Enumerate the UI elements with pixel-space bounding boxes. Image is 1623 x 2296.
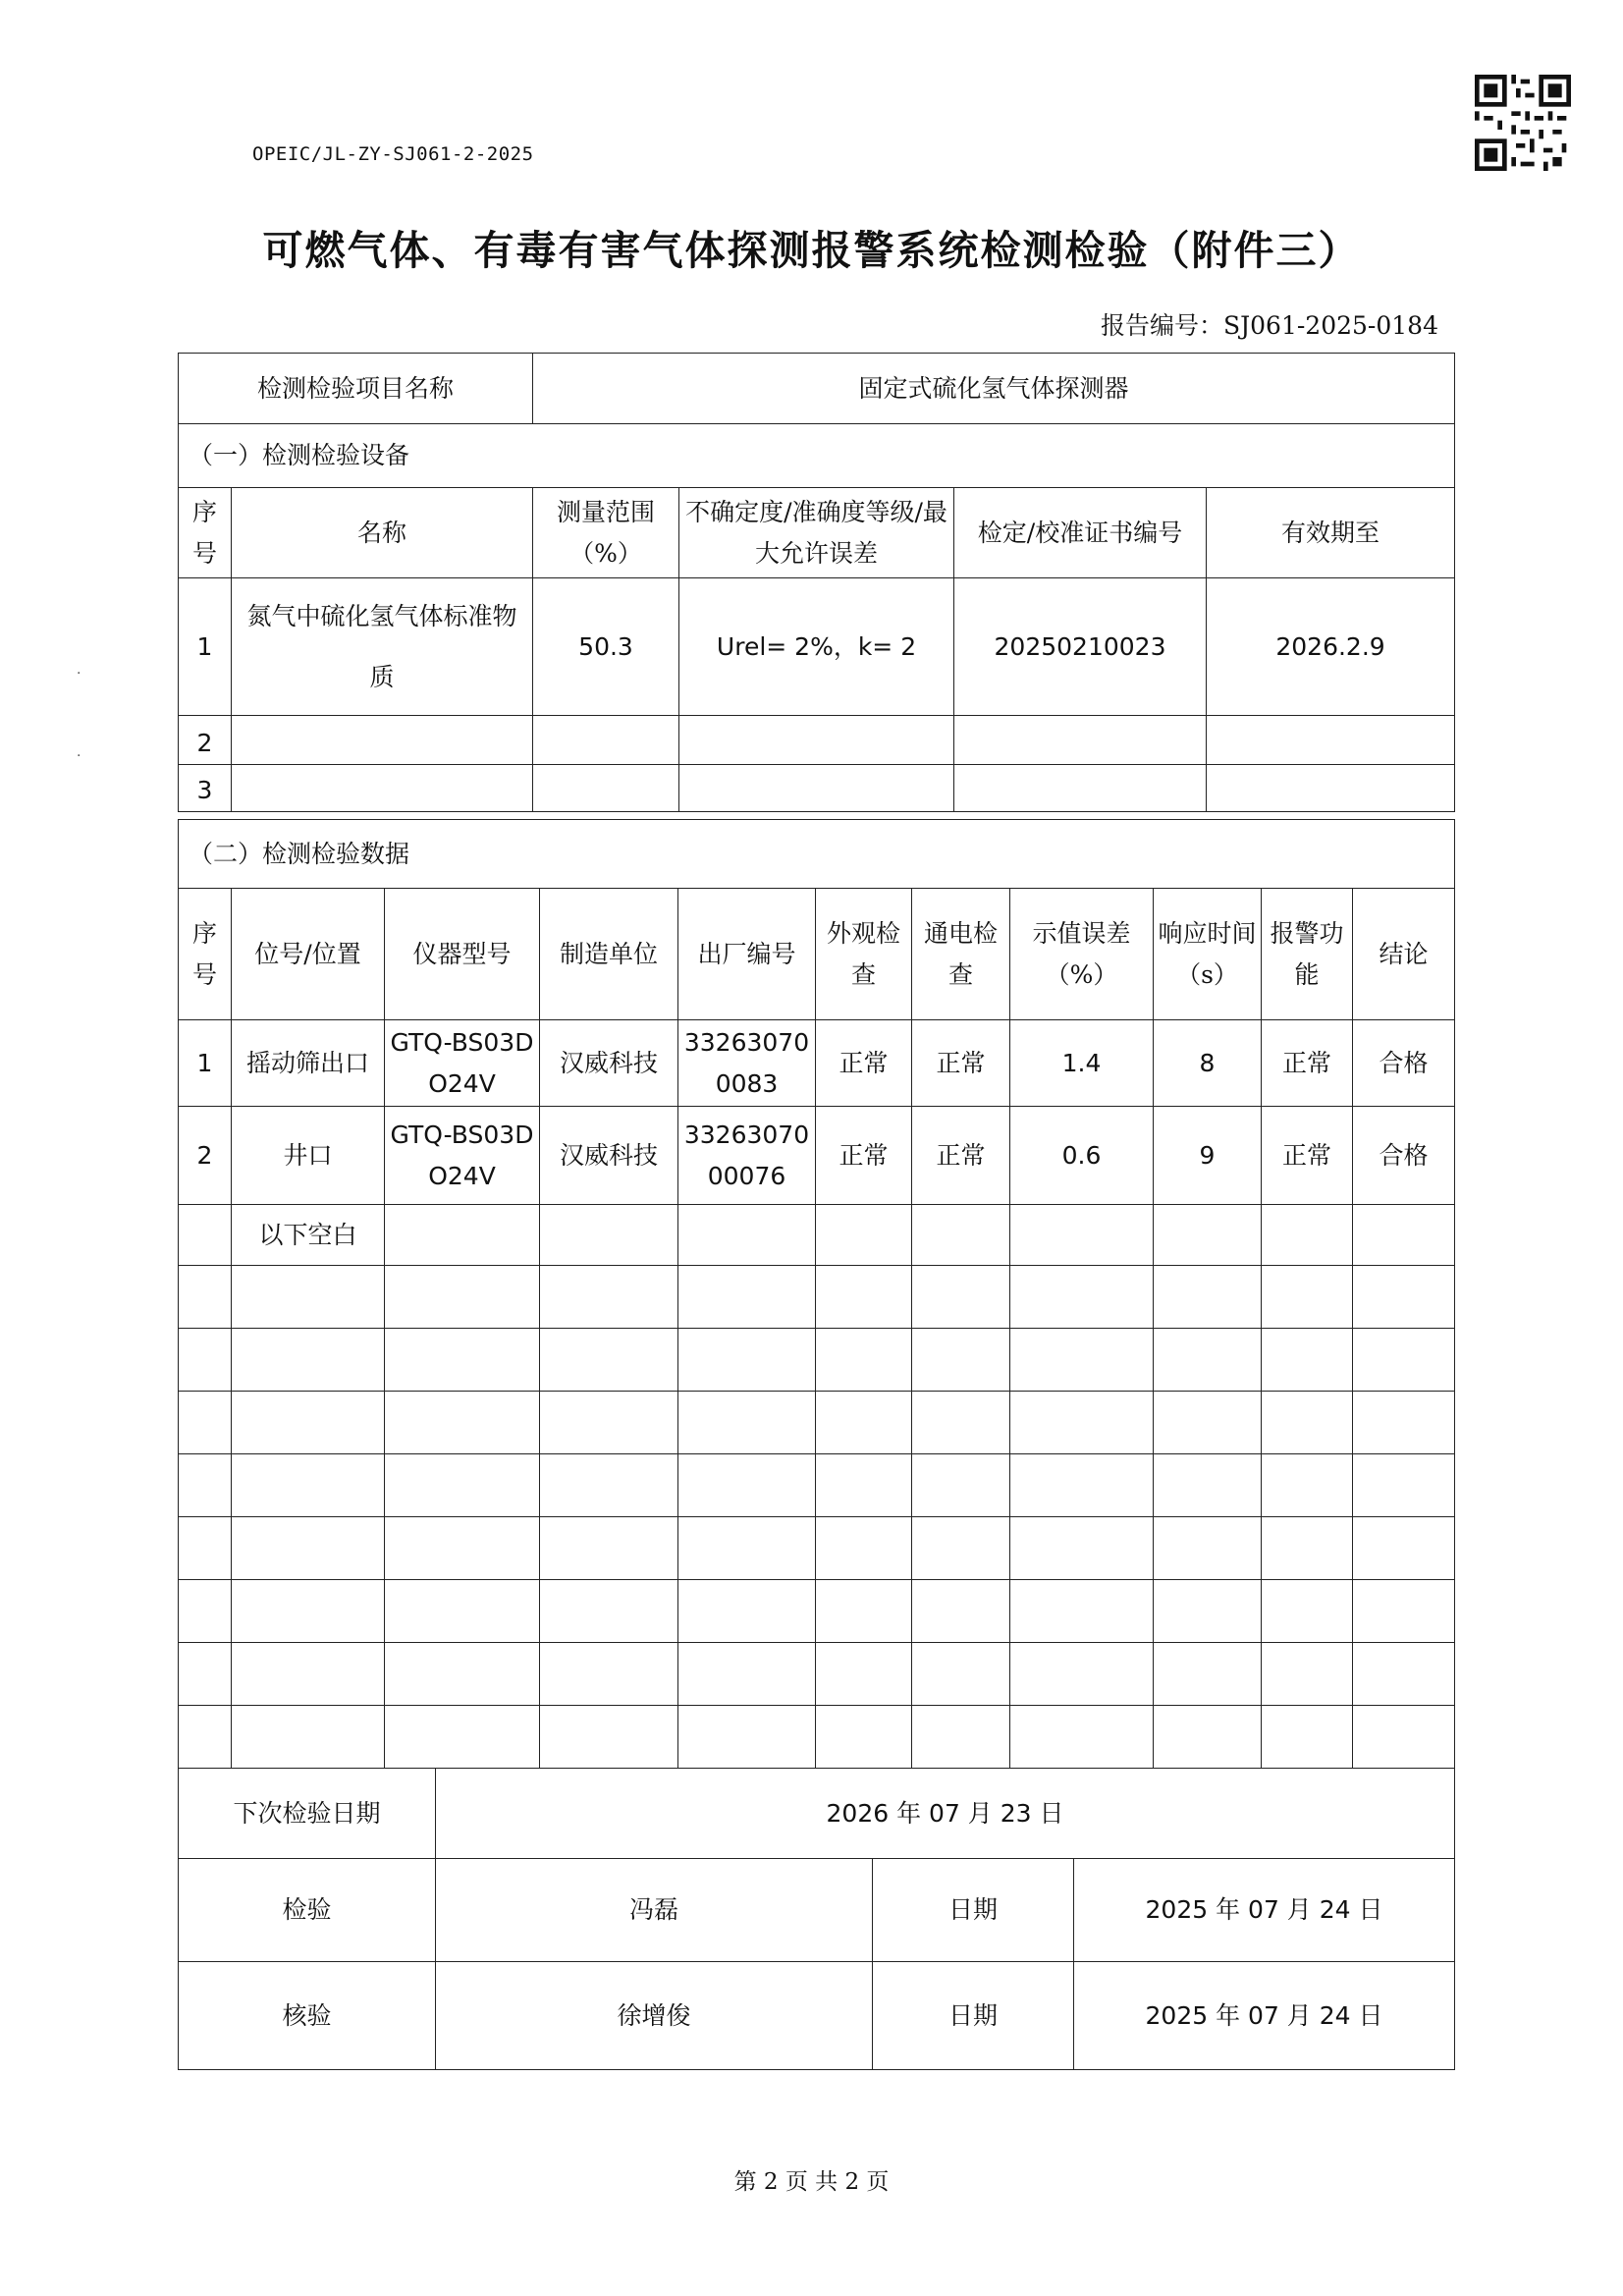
data-serial: 332630700083 xyxy=(678,1020,816,1107)
equipment-uncertainty: Urel= 2%，k= 2 xyxy=(679,578,954,716)
data-row xyxy=(179,1020,1455,1107)
equipment-section-row xyxy=(179,424,1455,488)
data-serial: 3326307000076 xyxy=(678,1107,816,1205)
equipment-expiry xyxy=(1207,716,1455,765)
data-maker: 汉威科技 xyxy=(540,1020,678,1107)
equipment-name xyxy=(232,716,533,765)
data-header-cell: 制造单位 xyxy=(540,889,678,1020)
signature-row xyxy=(179,1859,1455,1962)
empty-row xyxy=(179,1329,1455,1392)
item-row xyxy=(179,354,1455,424)
item-label: 检测检验项目名称 xyxy=(179,354,533,424)
data-header-cell: 报警功能 xyxy=(1262,889,1353,1020)
equipment-no: 2 xyxy=(179,716,232,765)
data-error: 1.4 xyxy=(1010,1020,1154,1107)
data-header-row xyxy=(179,889,1455,1020)
data-power: 正常 xyxy=(912,1107,1010,1205)
empty-row xyxy=(179,1266,1455,1329)
signature-name: 冯磊 xyxy=(436,1859,873,1962)
data-section-row xyxy=(179,820,1455,889)
equipment-header-row xyxy=(179,488,1455,578)
data-result: 合格 xyxy=(1353,1020,1455,1107)
equipment-cert xyxy=(954,765,1207,812)
data-header-cell: 结论 xyxy=(1353,889,1455,1020)
data-response: 9 xyxy=(1154,1107,1262,1205)
equipment-expiry: 2026.2.9 xyxy=(1207,578,1455,716)
data-model: GTQ-BS03DO24V xyxy=(385,1020,540,1107)
signature-role: 核验 xyxy=(179,1962,436,2070)
data-error: 0.6 xyxy=(1010,1107,1154,1205)
signature-row xyxy=(179,1962,1455,2070)
data-row xyxy=(179,1107,1455,1205)
empty-row xyxy=(179,1643,1455,1706)
equipment-range: 50.3 xyxy=(533,578,679,716)
blank-note: 以下空白 xyxy=(232,1205,385,1266)
equipment-row xyxy=(179,765,1455,812)
equipment-header-cell: 有效期至 xyxy=(1207,488,1455,578)
data-model: GTQ-BS03DO24V xyxy=(385,1107,540,1205)
data-result: 合格 xyxy=(1353,1107,1455,1205)
report-number: 报告编号：SJ061-2025-0184 xyxy=(1100,311,1438,340)
empty-row xyxy=(179,1392,1455,1454)
page-footer: 第 2 页 共 2 页 xyxy=(733,2169,890,2195)
empty-row xyxy=(179,1517,1455,1580)
item-value: 固定式硫化氢气体探测器 xyxy=(533,354,1455,424)
data-alarm: 正常 xyxy=(1262,1020,1353,1107)
equipment-range xyxy=(533,716,679,765)
page-title: 可燃气体、有毒有害气体探测报警系统检测检验（附件三） xyxy=(262,227,1361,274)
data-maker: 汉威科技 xyxy=(540,1107,678,1205)
equipment-header-cell: 不确定度/准确度等级/最大允许误差 xyxy=(679,488,954,578)
data-header-cell: 位号/位置 xyxy=(232,889,385,1020)
data-location: 摇动筛出口 xyxy=(232,1020,385,1107)
signature-role: 检验 xyxy=(179,1859,436,1962)
equipment-section-title: （一）检测检验设备 xyxy=(179,424,1455,488)
data-header-cell: 序号 xyxy=(179,889,232,1020)
equipment-row xyxy=(179,578,1455,716)
signature-table xyxy=(178,1768,1455,2070)
signature-date-label: 日期 xyxy=(873,1962,1074,2070)
data-header-cell: 仪器型号 xyxy=(385,889,540,1020)
equipment-no: 1 xyxy=(179,578,232,716)
next-date-value: 2026 年 07 月 23 日 xyxy=(436,1769,1455,1859)
equipment-name: 氮气中硫化氢气体标准物质 xyxy=(232,578,533,716)
data-header-cell: 响应时间（s） xyxy=(1154,889,1262,1020)
data-response: 8 xyxy=(1154,1020,1262,1107)
signature-date-label: 日期 xyxy=(873,1859,1074,1962)
margin-mark: · xyxy=(77,666,81,682)
inspection-data-table xyxy=(178,819,1455,1769)
equipment-header-cell: 测量范围（%） xyxy=(533,488,679,578)
equipment-expiry xyxy=(1207,765,1455,812)
equipment-header-cell: 名称 xyxy=(232,488,533,578)
data-location: 井口 xyxy=(232,1107,385,1205)
data-no: 1 xyxy=(179,1020,232,1107)
data-section-title: （二）检测检验数据 xyxy=(179,820,1455,889)
equipment-cert xyxy=(954,716,1207,765)
data-power: 正常 xyxy=(912,1020,1010,1107)
document-code: OPEIC/JL-ZY-SJ061-2-2025 xyxy=(252,143,534,165)
empty-row xyxy=(179,1454,1455,1517)
empty-row xyxy=(179,1580,1455,1643)
data-appearance: 正常 xyxy=(816,1020,912,1107)
equipment-cert: 20250210023 xyxy=(954,578,1207,716)
data-no: 2 xyxy=(179,1107,232,1205)
blank-note-row xyxy=(179,1205,1455,1266)
qr-code-icon xyxy=(1475,75,1571,171)
item-equipment-table xyxy=(178,353,1455,812)
equipment-header-cell: 序号 xyxy=(179,488,232,578)
next-date-label: 下次检验日期 xyxy=(179,1769,436,1859)
equipment-range xyxy=(533,765,679,812)
empty-row xyxy=(179,1706,1455,1769)
equipment-name xyxy=(232,765,533,812)
data-header-cell: 通电检查 xyxy=(912,889,1010,1020)
equipment-uncertainty xyxy=(679,716,954,765)
equipment-uncertainty xyxy=(679,765,954,812)
next-date-row xyxy=(179,1769,1455,1859)
signature-date: 2025 年 07 月 24 日 xyxy=(1074,1859,1455,1962)
data-header-cell: 示值误差（%） xyxy=(1010,889,1154,1020)
equipment-row xyxy=(179,716,1455,765)
data-alarm: 正常 xyxy=(1262,1107,1353,1205)
margin-mark: · xyxy=(77,748,81,764)
data-header-cell: 外观检查 xyxy=(816,889,912,1020)
equipment-header-cell: 检定/校准证书编号 xyxy=(954,488,1207,578)
equipment-no: 3 xyxy=(179,765,232,812)
data-appearance: 正常 xyxy=(816,1107,912,1205)
signature-name: 徐增俊 xyxy=(436,1962,873,2070)
data-header-cell: 出厂编号 xyxy=(678,889,816,1020)
signature-date: 2025 年 07 月 24 日 xyxy=(1074,1962,1455,2070)
